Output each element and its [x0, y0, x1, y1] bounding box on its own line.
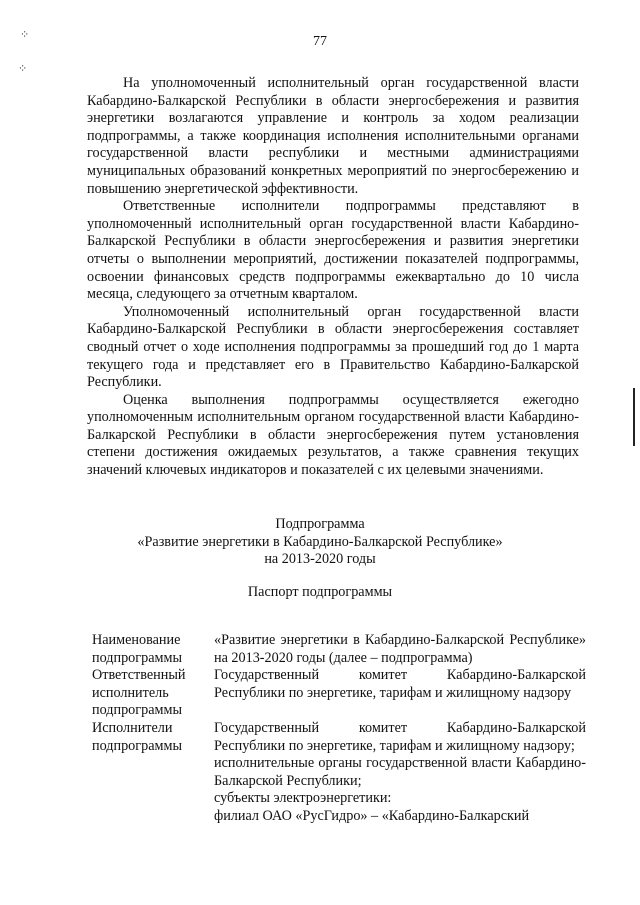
passport-row-label: Наименование подпрограммы [92, 632, 182, 666]
paragraph: На уполномоченный исполнительный орган государственной власти Кабардино-Балкарской Республики в области энергосбережения и развития энергетики возлагаются управление и контроль за ходом реализации подпрограммы, а также координация исполнения исполнительными органами государственной власти республики и местными администрациями муниципальных образований конкретных мероприятий по энергосбережению и повышению энергетической эффективности. [87, 75, 579, 197]
heading-line: Подпрограмма [275, 516, 365, 532]
page-number: 77 [313, 34, 327, 49]
passport-row [92, 632, 586, 667]
passport-title: Паспорт подпрограммы [247, 584, 393, 600]
scan-speck: ⁘ [18, 63, 28, 75]
passport-row-value [214, 720, 586, 826]
scan-edge-line [633, 388, 635, 446]
passport-value-line: Государственный комитет Кабардино-Балкарской Республики по энергетике, тарифам и жилищному надзору [214, 667, 586, 701]
paragraph: Ответственные исполнители подпрограммы представляют в уполномоченный исполнительный орган государственной власти Кабардино-Балкарской Республики в области энергосбережения и развития энергетики отчеты о выполнении мероприятий, достижении показателей подпрограммы, освоении финансовых средств подпрограммы ежеквартально до 10 числа месяца, следующего за отчетным кварталом. [87, 198, 579, 303]
paragraph: Уполномоченный исполнительный орган государственной власти Кабардино-Балкарской Республики в области энергосбережения составляет сводный отчет о ходе исполнения подпрограммы за прошедший год до 1 марта текущего года и представляет его в Правительство Кабардино-Балкарской Республики. [87, 303, 579, 391]
passport-value-line: Государственный комитет Кабардино-Балкарской Республики по энергетике, тарифам и жилищному надзору; [214, 719, 586, 754]
passport-row-value [214, 667, 586, 720]
paragraph: Оценка выполнения подпрограммы осуществляется ежегодно уполномоченным исполнительным органом государственной власти Кабардино-Балкарской Республики в области энергосбережения путем установления степени достижения ожидаемых результатов, а также сравнения текущих значений ключевых индикаторов и показателей с их целевыми значениями. [87, 391, 579, 479]
passport-value-line: филиал ОАО «РусГидро» – «Кабардино-Балкарский [214, 807, 530, 824]
subprogram-heading [0, 516, 640, 569]
passport-value-line: исполнительные органы государственной власти Кабардино-Балкарской Республики; [214, 755, 586, 789]
passport-row-label: Исполнители подпрограммы [92, 719, 182, 754]
passport-row [92, 667, 586, 720]
passport-row-label: Ответственный исполнитель подпрограммы [92, 667, 186, 719]
passport-value-line: субъекты электроэнергетики: [214, 790, 392, 807]
scan-speck: ⁘ [20, 29, 30, 41]
passport-row-value [214, 632, 586, 667]
passport-value-line: «Развитие энергетики в Кабардино-Балкарской Республике» на 2013-2020 годы (далее – подпрограмма) [214, 632, 586, 666]
heading-line: «Развитие энергетики в Кабардино-Балкарской Республике» [137, 533, 503, 550]
passport-row [92, 720, 586, 826]
heading-line: на 2013-2020 годы [264, 551, 376, 568]
body-text [87, 75, 579, 480]
passport-table [92, 632, 586, 826]
